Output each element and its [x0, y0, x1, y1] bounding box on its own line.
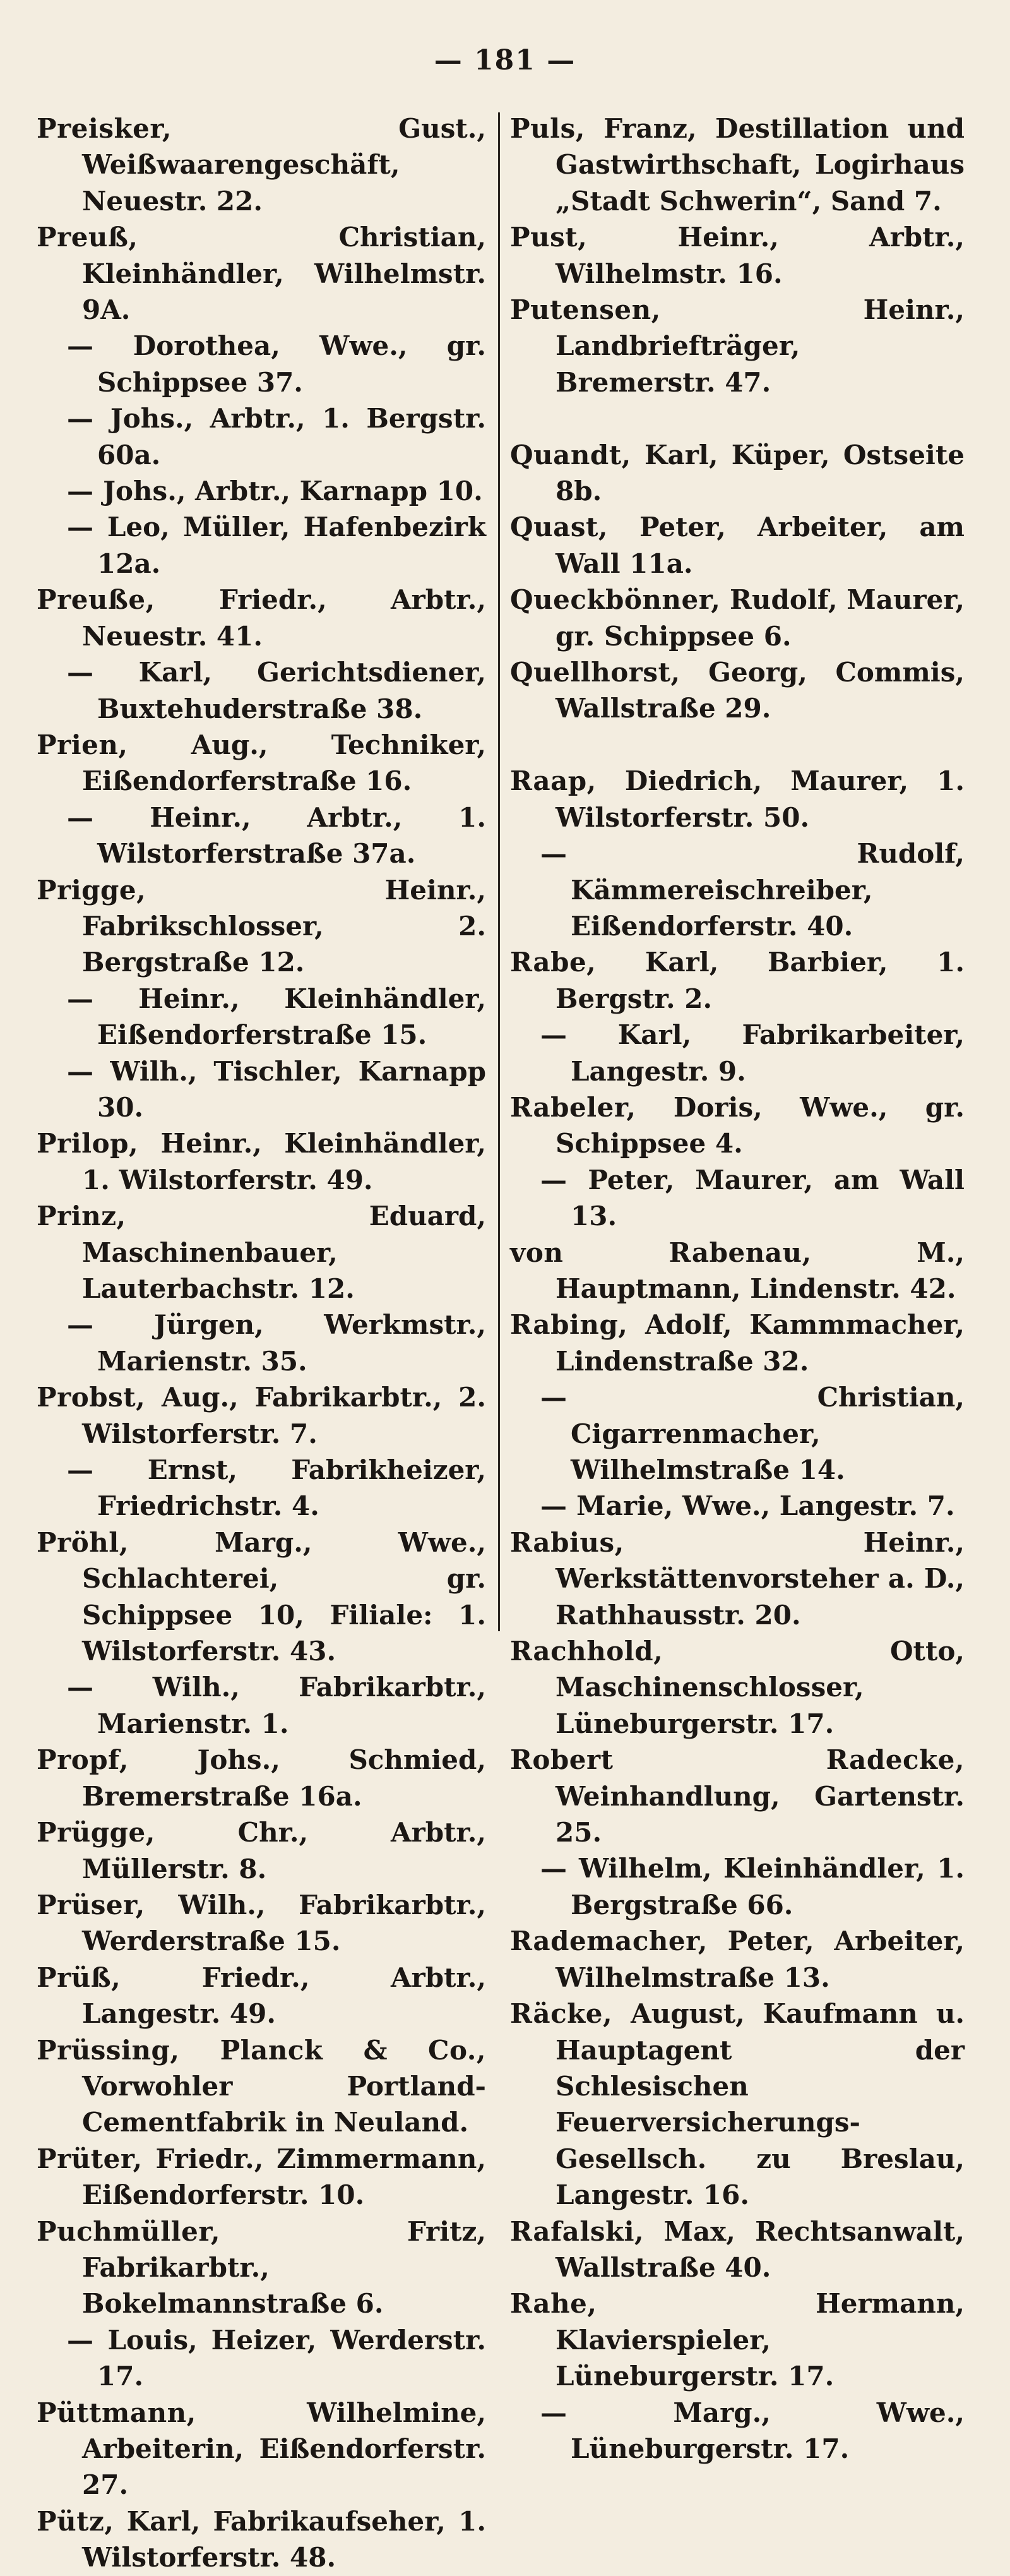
entry-surname: Prüser, [37, 1889, 145, 1920]
directory-entry [37, 2032, 486, 2141]
entry-details: Dorothea, Wwe., gr. Schippsee 37. [97, 330, 486, 398]
entry-details: Johs., Schmied, Bremerstraße 16a. [82, 1744, 486, 1812]
directory-entry [37, 1887, 486, 1960]
entry-details: Wilhelmine, Arbeiterin, Eißendorferstr. 27. [82, 2397, 486, 2501]
entry-details: Max, Rechtsanwalt, Wallstraße 40. [556, 2215, 965, 2283]
entry-surname: Prigge, [37, 874, 146, 906]
repeat-dash: — [67, 476, 94, 507]
entry-surname: Rabeler, [510, 1091, 636, 1123]
directory-entry [37, 1669, 486, 1742]
entry-details: Karl, Gerichtsdiener, Buxtehuderstraße 38. [97, 657, 486, 724]
entry-surname: Probst, [37, 1382, 146, 1413]
directory-entry [510, 111, 965, 219]
entry-details: Karl, Küper, Ostseite 8b. [556, 439, 965, 507]
entry-surname: Prügge, [37, 1817, 155, 1848]
entry-surname: Rademacher, [510, 1926, 708, 1957]
entry-details: Rudolf, Maurer, gr. Schippsee 6. [556, 584, 965, 652]
repeat-dash: — [67, 983, 94, 1014]
entry-details: M., Hauptmann, Lindenstr. 42. [556, 1237, 965, 1304]
entry-surname: Preuß, [37, 222, 138, 253]
entry-details: Marg., Wwe., Lüneburgerstr. 17. [571, 2397, 965, 2464]
directory-entry [510, 292, 965, 400]
repeat-dash: — [540, 1490, 567, 1522]
repeat-dash: — [67, 1309, 94, 1341]
repeat-dash: — [67, 657, 94, 688]
entry-surname: Prinz, [37, 1201, 126, 1232]
directory-entry [510, 1235, 965, 1307]
entry-surname: Propf, [37, 1744, 129, 1776]
entry-details: Peter, Arbeiter, Wilhelmstraße 13. [556, 1926, 965, 1993]
repeat-dash: — [67, 330, 94, 362]
directory-entry [37, 473, 486, 509]
entry-details: Rudolf, Kämmereischreiber, Eißendorferstr. 40. [571, 838, 965, 942]
directory-entry [510, 437, 965, 510]
entry-details: Peter, Arbeiter, am Wall 11a. [556, 512, 965, 579]
directory-entry [37, 2395, 486, 2503]
entry-details: Eduard, Maschinenbauer, Lauterbachstr. 12. [82, 1201, 486, 1304]
entry-details: Marie, Wwe., Langestr. 7. [576, 1490, 955, 1522]
entry-surname: Preisker, [37, 113, 172, 144]
directory-entry [510, 1850, 965, 1923]
directory-entry [37, 400, 486, 473]
entry-details: Fritz, Fabrikarbtr., Bokelmannstraße 6. [82, 2215, 486, 2320]
directory-entry [510, 1307, 965, 1379]
entry-details: Karl, Fabrikaufseher, 1. Wilstorferstr. 48. [82, 2505, 487, 2573]
repeat-dash: — [67, 512, 94, 543]
directory-entry [37, 328, 486, 400]
entry-surname: Prüssing, Planck & Co., [37, 2034, 486, 2066]
entry-surname: Rahe, [510, 2288, 597, 2320]
column-divider [498, 112, 500, 1631]
entry-details: Heinr., Fabrikschlosser, 2. Bergstraße 12. [82, 874, 486, 978]
entry-details: Karl, Barbier, 1. Bergstr. 2. [556, 947, 965, 1014]
right-column [510, 111, 965, 2467]
entry-details: Gust., Weißwaarengeschäft, Neuestr. 22. [82, 113, 486, 217]
entry-surname: Rabius, [510, 1526, 624, 1558]
directory-entry [37, 800, 486, 872]
entry-details: Peter, Maurer, am Wall 13. [571, 1164, 965, 1232]
entry-surname: Quast, [510, 512, 609, 543]
directory-entry [37, 2503, 486, 2576]
directory-entry [37, 1379, 486, 1452]
directory-entry [510, 654, 965, 727]
entry-surname: Putensen, [510, 294, 661, 326]
directory-entry [510, 1633, 965, 1742]
entry-details: Christian, Kleinhändler, Wilhelmstr. 9A. [82, 222, 486, 326]
directory-entry [37, 1125, 486, 1198]
directory-entry [510, 2285, 965, 2394]
directory-entry [37, 2141, 486, 2214]
directory-entry [510, 1525, 965, 1633]
directory-entry [37, 1525, 486, 1670]
repeat-dash: — [67, 801, 94, 833]
entry-surname: Rabing, [510, 1309, 628, 1341]
entry-details: Karl, Fabrikarbeiter, Langestr. 9. [571, 1019, 965, 1087]
entry-surname: Raap, [510, 765, 597, 797]
entry-details: Hermann, Klavierspieler, Lüneburgerstr. 17. [556, 2288, 965, 2392]
directory-entry [37, 1053, 486, 1126]
entry-details: Friedr., Arbtr., Langestr. 49. [82, 1962, 487, 2030]
left-column [37, 111, 486, 2576]
directory-entry [510, 1923, 965, 1996]
entry-details: Ernst, Fabrikheizer, Friedrichstr. 4. [97, 1454, 487, 1522]
directory-entry [510, 1017, 965, 1089]
directory-entry [510, 582, 965, 654]
entry-surname: Rafalski, [510, 2215, 645, 2247]
entry-surname: Prilop, [37, 1128, 139, 1159]
directory-entry [510, 509, 965, 582]
entry-details: Friedr., Zimmermann, Eißendorferstr. 10. [82, 2143, 486, 2211]
entry-surname: Pröhl, [37, 1526, 129, 1558]
entry-details: Wilh., Fabrikarbtr., Marienstr. 1. [97, 1672, 486, 1739]
entry-details: Otto, Maschinenschlosser, Lüneburgerstr. 17. [556, 1636, 965, 1739]
directory-entry [510, 836, 965, 944]
directory-entry [510, 1488, 965, 1524]
entry-details: Georg, Commis, Wallstraße 29. [556, 657, 965, 724]
directory-entry [37, 1452, 486, 1525]
directory-entry [37, 727, 486, 800]
entry-details: Friedr., Arbtr., Neuestr. 41. [82, 584, 486, 652]
directory-entry [37, 1307, 486, 1379]
directory-entry [510, 1162, 965, 1235]
entry-details: Aug., Techniker, Eißendorferstraße 16. [82, 729, 486, 797]
entry-details: Aug., Fabrikarbtr., 2. Wilstorferstr. 7. [82, 1382, 486, 1449]
repeat-dash: — [540, 1382, 567, 1413]
entry-surname: Räcke, [510, 1998, 613, 2030]
entry-surname: Pust, [510, 222, 588, 253]
directory-entry [510, 1379, 965, 1488]
directory-entry [510, 1742, 965, 1850]
entry-details: Diedrich, Maurer, 1. Wilstorferstr. 50. [556, 765, 965, 833]
entry-details: Vorwohler Portland-Cementfabrik in Neuland. [82, 2070, 486, 2138]
entry-surname: Quellhorst, [510, 657, 680, 688]
repeat-dash: — [67, 403, 94, 434]
directory-entry [510, 2214, 965, 2286]
page-number: — 181 — [434, 44, 576, 76]
entry-details: Christian, Cigarrenmacher, Wilhelmstraße 14. [571, 1382, 965, 1485]
entry-details: Louis, Heizer, Werderstr. 17. [97, 2324, 486, 2392]
entry-details: Johs., Arbtr., Karnapp 10. [103, 476, 483, 507]
entry-details: Adolf, Kammmacher, Lindenstraße 32. [556, 1309, 965, 1377]
directory-entry [37, 1814, 486, 1887]
directory-entry [37, 1198, 486, 1307]
entry-details: Johs., Arbtr., 1. Bergstr. 60a. [97, 403, 486, 470]
entry-details: Wilhelm, Kleinhändler, 1. Bergstraße 66. [571, 1853, 965, 1920]
directory-entry [37, 654, 486, 727]
directory-entry [37, 2214, 486, 2322]
entry-details: Marg., Wwe., Schlachterei, gr. Schippsee 10, Filiale: 1. Wilstorferstr. 43. [82, 1526, 487, 1667]
repeat-dash: — [67, 1454, 94, 1486]
directory-entry [37, 509, 486, 582]
repeat-dash: — [540, 2397, 567, 2428]
entry-surname: Queckbönner, [510, 584, 721, 616]
entry-surname: von Rabenau, [510, 1237, 812, 1268]
repeat-dash: — [67, 1672, 94, 1703]
entry-surname: Puls, [510, 113, 585, 144]
entry-details: Doris, Wwe., gr. Schippsee 4. [556, 1091, 965, 1159]
entry-details: Weinhandlung, Gartenstr. 25. [556, 1780, 965, 1848]
directory-entry [37, 1742, 486, 1814]
entry-details: Wilh., Fabrikarbtr., Werderstraße 15. [82, 1889, 486, 1957]
entry-surname: Rabe, [510, 947, 597, 978]
directory-entry [510, 1996, 965, 2213]
repeat-dash: — [540, 1853, 567, 1884]
entry-details: Heinr., Werkstättenvorsteher a. D., Rathhausstr. 20. [556, 1526, 965, 1631]
repeat-dash: — [67, 2324, 94, 2356]
entry-details: Heinr., Kleinhändler, Eißendorferstraße 15. [97, 983, 487, 1051]
entry-surname: Robert Radecke, [510, 1744, 965, 1776]
directory-entry [37, 219, 486, 328]
directory-entry [37, 1960, 486, 2032]
repeat-dash: — [540, 838, 567, 870]
directory-entry [510, 219, 965, 292]
entry-details: Chr., Arbtr., Müllerstr. 8. [82, 1817, 486, 1884]
entry-surname: Prüß, [37, 1962, 121, 1993]
directory-entry [37, 2322, 486, 2395]
directory-entry [37, 582, 486, 654]
entry-details: Franz, Destillation und Gastwirthschaft, Logirhaus „Stadt Schwerin“, Sand 7. [556, 113, 965, 217]
entry-details: Wilh., Tischler, Karnapp 30. [97, 1055, 486, 1123]
entry-surname: Prüter, [37, 2143, 143, 2174]
entry-surname: Püttmann, [37, 2397, 196, 2428]
repeat-dash: — [540, 1164, 567, 1195]
entry-details: Heinr., Kleinhändler, 1. Wilstorferstr. 49. [82, 1128, 487, 1195]
entry-surname: Preuße, [37, 584, 155, 616]
entry-surname: Quandt, [510, 439, 631, 470]
entry-surname: Rachhold, [510, 1636, 663, 1667]
directory-entry [37, 111, 486, 219]
entry-details: Heinr., Arbtr., Wilhelmstr. 16. [556, 222, 965, 289]
directory-entry [37, 872, 486, 981]
entry-details: Heinr., Arbtr., 1. Wilstorferstraße 37a. [97, 801, 486, 870]
repeat-dash: — [67, 1055, 94, 1087]
directory-entry [510, 763, 965, 836]
repeat-dash: — [540, 1019, 567, 1051]
entry-details: August, Kaufmann u. Hauptagent der Schlesischen Feuerversicherungs-Gesellsch. zu Breslau, Langestr. 16. [556, 1998, 965, 2211]
entry-details: Leo, Müller, Hafenbezirk 12a. [97, 512, 486, 579]
entry-surname: Prien, [37, 729, 128, 760]
directory-entry [510, 944, 965, 1017]
directory-entry [37, 981, 486, 1053]
entry-details: Jürgen, Werkmstr., Marienstr. 35. [97, 1309, 486, 1377]
entry-details: Heinr., Landbriefträger, Bremerstr. 47. [556, 294, 965, 398]
entry-surname: Puchmüller, [37, 2215, 221, 2247]
directory-entry [510, 2395, 965, 2467]
directory-entry [510, 1089, 965, 1162]
entry-surname: Pütz, [37, 2505, 114, 2537]
